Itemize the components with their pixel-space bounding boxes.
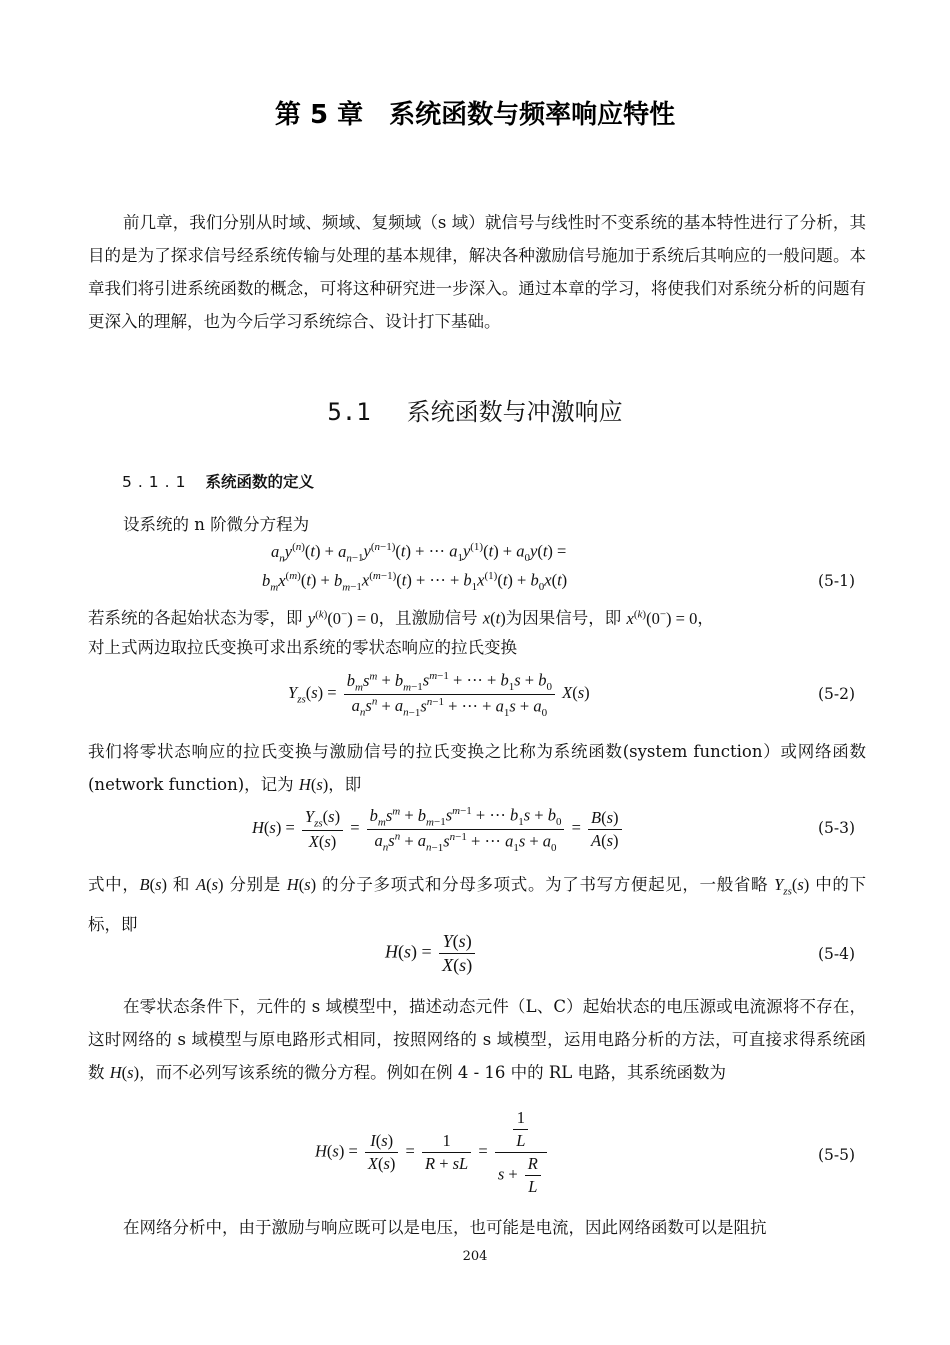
- equation-5-4: H(s) = $\frac{Y(s)}{X(s)}$: [385, 931, 478, 976]
- section-heading: [0, 392, 950, 427]
- equation-5-1-line1: $a_ny^{(n)}(t) + a_{n-1}y^{(n-1)}(t)$ + ··· $a_1y^{(1)}(t) + a_0y(t)$ =: [271, 541, 567, 564]
- equation-number-5-2: (5-2): [818, 685, 856, 703]
- equation-number-5-5: (5-5): [818, 1146, 856, 1164]
- equation-5-2: $Y_{zs}(s)$ = $\frac{b_ms^m + b_{m-1}s^{m-1} + \cdot\cdot\cdot + b_1s + b_0}{a_ns^n + a_{n-1}s^{n-1} + \cdot\cdot\cdot + a_1s + a_0}$ X(s): [288, 670, 590, 719]
- equation-number-5-3: (5-3): [818, 819, 856, 837]
- page-number: 204: [462, 1249, 488, 1264]
- equation-number-5-4: (5-4): [818, 945, 856, 963]
- equation-5-1-line2: $b_mx^{(m)}(t) + b_{m-1}x^{(m-1)}(t)$ + ··· + $b_1x^{(1)}(t) + b_0x(t)$: [262, 570, 568, 593]
- equation-5-3: H(s) = $\frac{Y_{zs}(s)}{X(s)}$ = $\frac{b_ms^m + b_{m-1}s^{m-1} + \cdot\cdot\cdot b_1s + b_0}{a_ns^n + a_{n-1}s^{n-1} + \cdot\cdot\cdot a_1s + a_0}$ = $\frac{B(s)}{A(s)}$: [252, 805, 625, 854]
- de-intro-text: 设系统的 n 阶微分方程为: [123, 515, 310, 534]
- intro-paragraph: 前几章，我们分别从时域、频域、复频域（s 域）就信号与线性时不变系统的基本特性进行了分析，其目的是为了探求信号经系统传输与处理的基本规律，解决各种激励信号施加于系统后其响应的一般问题。本章我们将引进系统函数的概念，可将这种研究进一步深入。通过本章的学习，将使我们对系统分析的问题有更深入的理解，也为今后学习系统综合、设计打下基础。: [88, 213, 866, 331]
- last-paragraph: 在网络分析中，由于激励与响应既可以是电压，也可能是电流，因此网络函数可以是阻抗: [123, 1218, 767, 1237]
- network-text: 在零状态条件下，元件的 s 域模型中，描述动态元件（L、C）起始状态的电压源或电流源将不存在，这时网络的 s 域模型与原电路形式相同，按照网络的 s 域模型，运用电路分析的方法，可直接求得系统函数 H(s)，而不必列写该系统的微分方程。例如在例 4 - 16 中的 RL 电路，其系统函数为: [88, 997, 866, 1082]
- subsection-heading: [122, 470, 314, 492]
- equation-5-5: H(s) = $\frac{I(s)}{X(s)}$ = $\frac{1}{R + sL}$ = $\frac{1}{L}$ s + $\frac{R}{L}$: [315, 1108, 550, 1197]
- laplace-text: 对上式两边取拉氏变换可求出系统的零状态响应的拉氏变换: [88, 638, 517, 657]
- zero-state-text: 若系统的各起始状态为零，即 $y^{(k)}(0^-) = 0$，且激励信号 x(t)为因果信号，即 $x^{(k)}(0^-) = 0$，: [88, 608, 714, 628]
- subsection-title: 系统函数的定义: [205, 473, 314, 491]
- equation-number-5-1: (5-1): [818, 572, 856, 590]
- chapter-title: 第 5 章 系统函数与频率响应特性: [274, 100, 676, 130]
- where-text: 式中，B(s) 和 A(s) 分别是 H(s) 的分子多项式和分母多项式。为了书写方便起见，一般省略 $Y_{zs}(s)$ 中的下标，即: [88, 875, 867, 935]
- section-title: 系统函数与冲激响应: [406, 398, 623, 426]
- definition-text: 我们将零状态响应的拉氏变换与激励信号的拉氏变换之比称为系统函数(system function）或网络函数(network function)，记为 H(s)，即: [88, 742, 866, 794]
- section-number: 5.1: [327, 398, 371, 426]
- subsection-number: 5.1.1: [122, 473, 192, 491]
